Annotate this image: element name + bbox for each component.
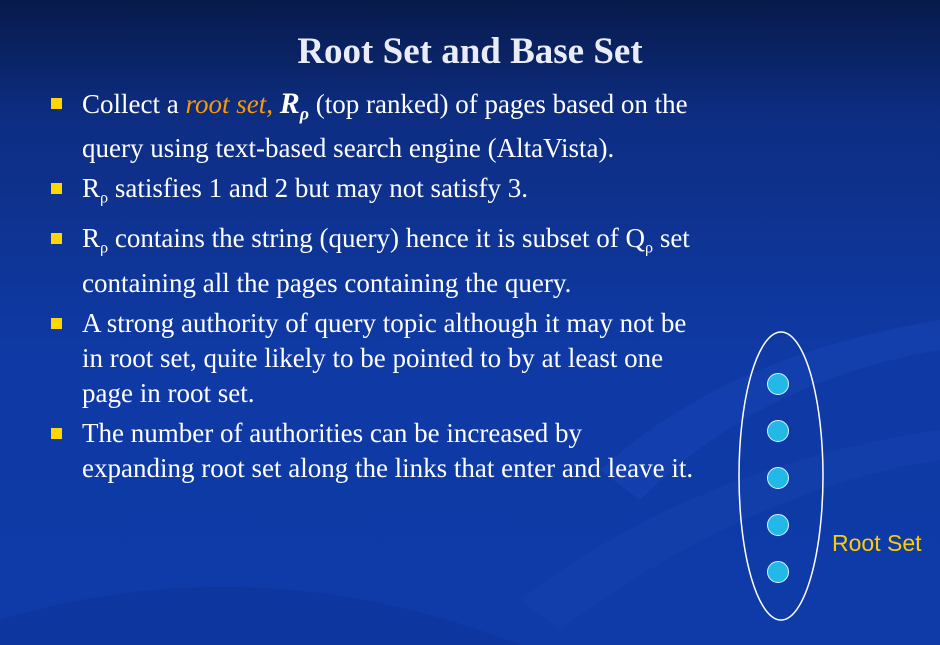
bullet-text: The number of authorities can be increased by expanding root set along the links that enter and leave it. bbox=[82, 417, 694, 483]
q-symbol: Q bbox=[625, 222, 645, 253]
root-set-node bbox=[767, 561, 789, 583]
root-set-node bbox=[767, 373, 789, 395]
bullet-item bbox=[48, 86, 698, 166]
rho-subscript: ρ bbox=[100, 188, 109, 207]
bullet-list bbox=[48, 86, 698, 491]
bullet-text: satisfies 1 and 2 but may not satisfy 3. bbox=[108, 173, 529, 204]
bullet-text: Collect a bbox=[82, 89, 186, 119]
root-set-node bbox=[767, 420, 789, 442]
bullet-marker-icon bbox=[51, 98, 62, 109]
bullet-text: A strong authority of query topic although it may not be in root set, quite likely to be pointed to by at least one page in root set. bbox=[82, 307, 687, 408]
root-set-node bbox=[767, 467, 789, 489]
bullet-marker-icon bbox=[51, 428, 62, 439]
rho-subscript: ρ bbox=[100, 238, 109, 257]
bullet-text: contains the string (query) hence it is subset of bbox=[108, 222, 626, 253]
r-symbol: R bbox=[82, 173, 101, 204]
bullet-item bbox=[48, 221, 698, 301]
bullet-item bbox=[48, 171, 698, 216]
r-symbol: R bbox=[82, 222, 101, 253]
slide-title: Root Set and Base Set bbox=[297, 31, 643, 72]
bullet-marker-icon bbox=[51, 318, 62, 329]
bullet-text: (top ranked) of pages based on the query using text-based search engine (AltaVista). bbox=[82, 89, 688, 164]
root-set-node bbox=[767, 514, 789, 536]
root-set-label: Root Set bbox=[832, 530, 922, 556]
r-rho-symbol: $R_\rho$ bbox=[279, 87, 310, 124]
root-set-term: root set, bbox=[185, 89, 273, 119]
bullet-marker-icon bbox=[51, 233, 62, 244]
bullet-item bbox=[48, 416, 698, 486]
bullet-item bbox=[48, 306, 698, 411]
bullet-marker-icon bbox=[51, 183, 62, 194]
rho-subscript: ρ bbox=[644, 238, 654, 257]
bullet-text: set containing all the pages containing the query. bbox=[82, 222, 690, 298]
